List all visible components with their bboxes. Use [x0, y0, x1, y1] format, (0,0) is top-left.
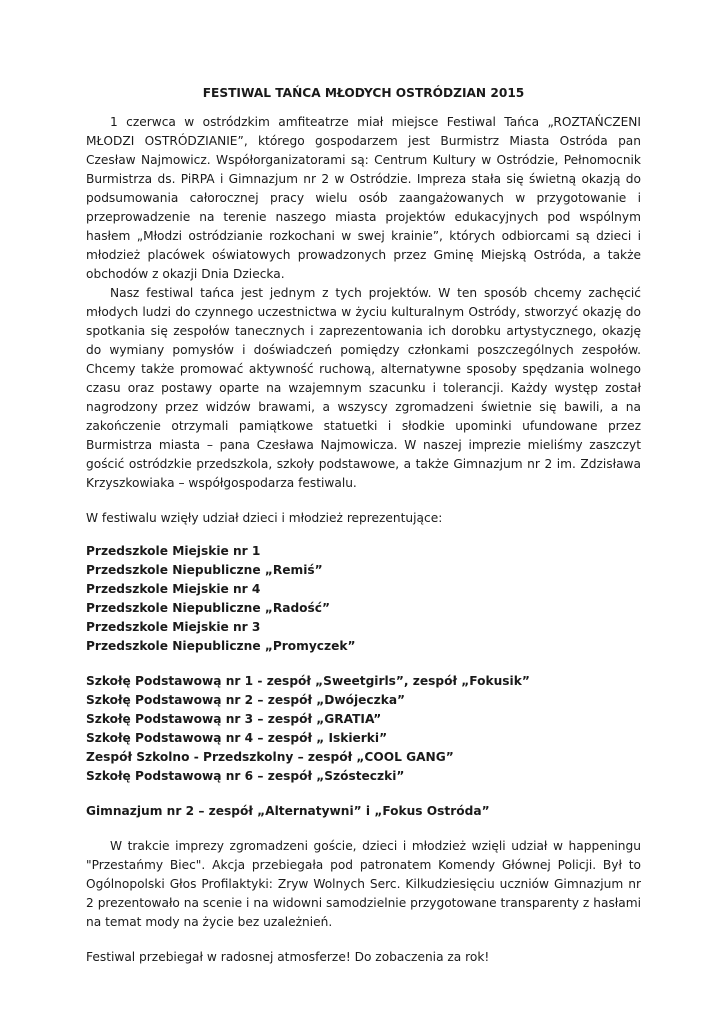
list-item: Przedszkole Miejskie nr 1: [86, 544, 261, 558]
list-item: Przedszkole Niepubliczne „Remiś”: [86, 563, 323, 577]
list-item: Przedszkole Niepubliczne „Radość”: [86, 601, 331, 615]
list-item: Szkołę Podstawową nr 1 - zespół „Sweetgirls”, zespół „Fokusik”: [86, 674, 530, 688]
list-item: Przedszkole Miejskie nr 3: [86, 620, 261, 634]
list-item: Szkołę Podstawową nr 2 – zespół „Dwójeczka”: [86, 693, 406, 707]
list-item: Gimnazjum nr 2 – zespół „Alternatywni” i „Fokus Ostróda”: [86, 804, 490, 818]
list-item: Zespół Szkolno - Przedszkolny – zespół „COOL GANG”: [86, 750, 454, 764]
paragraph-project: Nasz festiwal tańca jest jednym z tych projektów. W ten sposób chcemy zachęcić młodych ludzi do czynnego uczestnictwa w życiu kulturalnym Ostródy, stworzyć okazję do spotkania się zespołów tanecznych i zaprezentowania ich dorobku artystycznego, okazję do wymiany pomysłów i doświadczeń pomiędzy członkami poszczególnych zespołów. Chcemy także promować aktywność ruchową, alternatywne sposoby spędzania wolnego czasu oraz postawy oparte na wzajemnym szacunku i tolerancji. Każdy występ został nagrodzony przez widzów brawami, a wszyscy zgromadzeni świetnie się bawili, a na zakończenie otrzymali pamiątkowe statuetki i słodkie upominki ufundowane przez Burmistrza miasta – pana Czesława Najmowicza. W naszej imprezie mieliśmy zaszczyt gościć ostródzkie przedszkola, szkoły podstawowe, a także Gimnazjum nr 2 im. Zdzisława Krzyszkowiaka – współgospodarza festiwalu.: [86, 286, 641, 490]
paragraph-closing: Festiwal przebiegał w radosnej atmosferze! Do zobaczenia za rok!: [86, 950, 490, 964]
document-page: [86, 84, 641, 967]
school-list: [86, 672, 641, 786]
list-item: Szkołę Podstawową nr 3 – zespół „GRATIA”: [86, 712, 382, 726]
paragraph-happening: W trakcie imprezy zgromadzeni goście, dzieci i młodzież wzięli udział w happeningu "Przestańmy Biec". Akcja przebiegała pod patronatem Komendy Głównej Policji. Był to Ogólnopolski Głos Profilaktyki: Zryw Wolnych Serc. Kilkudziesięciu uczniów Gimnazjum nr 2 prezentowało na scenie i na widowni samodzielnie przygotowane transparenty z hasłami na temat mody na życie bez uzależnień.: [86, 839, 641, 929]
list-item: Szkołę Podstawową nr 4 – zespół „ Iskierki”: [86, 731, 388, 745]
paragraph-participants-intro: W festiwalu wzięły udział dzieci i młodzież reprezentujące:: [86, 511, 443, 525]
list-item: Przedszkole Miejskie nr 4: [86, 582, 261, 596]
document-title: FESTIWAL TAŃCA MŁODYCH OSTRÓDZIAN 2015: [202, 86, 525, 100]
paragraph-intro: 1 czerwca w ostródzkim amfiteatrze miał miejsce Festiwal Tańca „ROZTAŃCZENI MŁODZI OSTRÓDZIANIE”, którego gospodarzem jest Burmistrz Miasta Ostróda pan Czesław Najmowicz. Współorganizatorami są: Centrum Kultury w Ostródzie, Pełnomocnik Burmistrza ds. PiRPA i Gimnazjum nr 2 w Ostródzie. Impreza stała się świetną okazją do podsumowania całorocznej pracy wielu osób zaangażowanych w przygotowanie i przeprowadzenie na terenie naszego miasta projektów edukacyjnych pod wspólnym hasłem „Młodzi ostródzianie rozkochani w swej krainie”, których odbiorcami są dzieci i młodzież placówek oświatowych prowadzonych przez Gminę Miejską Ostróda, a także obchodów z okazji Dnia Dziecka.: [86, 115, 641, 281]
list-item: Szkołę Podstawową nr 6 – zespół „Szósteczki”: [86, 769, 405, 783]
list-item: Przedszkole Niepubliczne „Promyczek”: [86, 639, 356, 653]
preschool-list: [86, 542, 641, 656]
gymnasium-list: [86, 802, 641, 821]
